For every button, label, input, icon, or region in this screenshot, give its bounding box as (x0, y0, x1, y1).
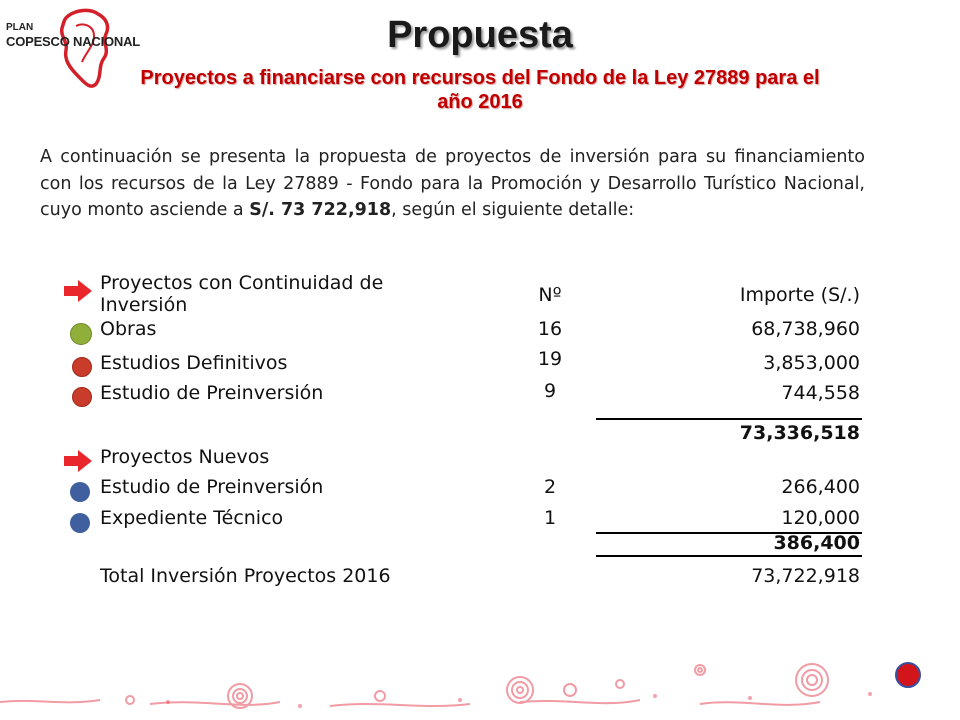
total-label: Total Inversión Proyectos 2016 (100, 565, 391, 587)
section-title-continuidad: Proyectos con Continuidad de Inversión (100, 272, 384, 316)
intro-text-before: A continuación se presenta la propuesta de proyectos de inversión para su financiamiento con los recursos de la Ley 27889 - Fondo para la Promoción y Desarrollo Turístico Nacional, cuyo monto asciende a (40, 147, 865, 220)
subtotal-amount: 386,400 (773, 532, 860, 554)
total-row (0, 565, 960, 595)
subtotal-divider (596, 418, 862, 420)
row-label: Obras (100, 318, 157, 340)
row-num: 19 (537, 348, 563, 370)
logo-name-text: COPESCO NACIONAL (6, 34, 141, 49)
row-amount: 120,000 (781, 507, 860, 529)
row-amount: 266,400 (781, 476, 860, 498)
subtotal-amount: 73,336,518 (739, 422, 860, 444)
next-slide-button[interactable] (895, 662, 921, 688)
row-amount: 3,853,000 (763, 352, 860, 374)
row-amount: 68,738,960 (751, 318, 860, 340)
table-row (0, 382, 960, 412)
intro-amount: S/. 73 722,918 (249, 200, 392, 220)
column-header-amount: Importe (S/.) (739, 284, 860, 306)
row-num: 16 (537, 318, 563, 340)
row-label: Estudios Definitivos (100, 352, 288, 374)
page-subtitle: Proyectos a financiarse con recursos del Fondo de la Ley 27889 para el año 2016 (140, 67, 820, 113)
row-amount: 744,558 (781, 382, 860, 404)
table-row (0, 318, 960, 348)
total-amount: 73,722,918 (751, 565, 860, 587)
subtotal-row-nuevos (0, 532, 960, 562)
table-row (0, 348, 960, 382)
intro-text-after: , según el siguiente detalle: (391, 200, 635, 220)
table-row (0, 476, 960, 506)
page-title: Propuesta (387, 14, 573, 56)
row-label: Expediente Técnico (100, 507, 284, 529)
section-header-continuidad (0, 272, 960, 322)
column-header-num: Nº (538, 284, 562, 306)
row-label: Estudio de Preinversión (100, 476, 324, 498)
decorative-swirl-footer (0, 640, 960, 720)
row-num: 9 (543, 380, 557, 402)
section-header-nuevos (0, 446, 960, 476)
row-num: 1 (543, 507, 557, 529)
logo-plan-text: PLAN (6, 22, 34, 33)
intro-paragraph (40, 144, 865, 224)
section-title-nuevos: Proyectos Nuevos (100, 446, 270, 468)
row-num: 2 (543, 476, 557, 498)
subtotal-divider (596, 555, 862, 557)
row-label: Estudio de Preinversión (100, 382, 324, 404)
